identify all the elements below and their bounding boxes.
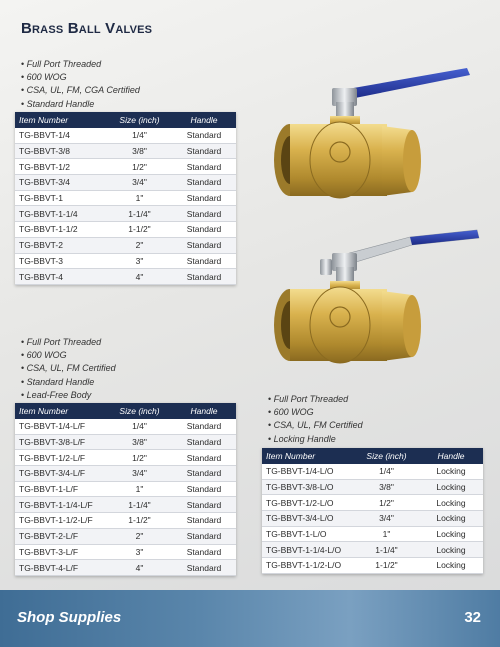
size-cell: 2": [107, 528, 172, 544]
feature-bullet: • Full Port Threaded: [268, 393, 363, 406]
locking-ball-valve-image: [262, 225, 487, 375]
size-cell: 1/2": [354, 495, 419, 511]
handle-cell: Locking: [419, 511, 483, 527]
spec-table-locking: [262, 448, 483, 574]
handle-cell: Standard: [172, 497, 236, 513]
handle-cell: Locking: [419, 558, 483, 574]
item-number-cell: TG-BBVT-2: [15, 237, 107, 253]
feature-bullet: • Standard Handle: [21, 98, 140, 111]
item-number-cell: TG-BBVT-1-1/4: [15, 206, 107, 222]
size-cell: 4": [107, 269, 172, 285]
column-header-size: Size (inch): [354, 448, 419, 464]
size-cell: 1-1/4": [354, 542, 419, 558]
item-number-cell: TG-BBVT-2-L/F: [15, 528, 107, 544]
feature-bullet: • Lead-Free Body: [21, 389, 116, 402]
feature-bullet: • Locking Handle: [268, 433, 363, 446]
table-row: [15, 481, 236, 497]
size-cell: 3/4": [107, 175, 172, 191]
size-cell: 3/4": [354, 511, 419, 527]
feature-bullet: • CSA, UL, FM Certified: [268, 419, 363, 432]
feature-bullet: • Standard Handle: [21, 376, 116, 389]
item-number-cell: TG-BBVT-1: [15, 190, 107, 206]
handle-cell: Standard: [172, 560, 236, 576]
table-row: [15, 513, 236, 529]
item-number-cell: TG-BBVT-1-1/2-L/F: [15, 513, 107, 529]
item-number-cell: TG-BBVT-4-L/F: [15, 560, 107, 576]
handle-cell: Locking: [419, 464, 483, 479]
size-cell: 3/4": [107, 466, 172, 482]
size-cell: 3/8": [107, 434, 172, 450]
table-row: [15, 159, 236, 175]
feature-list-lead-free: [21, 336, 116, 402]
size-cell: 1/4": [107, 128, 172, 143]
page-title: Brass Ball Valves: [21, 20, 153, 37]
handle-cell: Locking: [419, 495, 483, 511]
size-cell: 1/2": [107, 159, 172, 175]
handle-cell: Locking: [419, 526, 483, 542]
feature-list-locking: [268, 393, 363, 446]
handle-cell: Standard: [172, 419, 236, 434]
size-cell: 1": [107, 481, 172, 497]
handle-cell: Standard: [172, 143, 236, 159]
table-row: [15, 190, 236, 206]
item-number-cell: TG-BBVT-1-1/2: [15, 222, 107, 238]
item-number-cell: TG-BBVT-1/4-L/O: [262, 464, 354, 479]
feature-bullet: • CSA, UL, FM Certified: [21, 362, 116, 375]
table-row: [15, 544, 236, 560]
table-row: [15, 450, 236, 466]
handle-cell: Standard: [172, 269, 236, 285]
feature-bullet: • Full Port Threaded: [21, 58, 140, 71]
handle-cell: Standard: [172, 450, 236, 466]
table-row: [15, 222, 236, 238]
table-row: [262, 558, 483, 574]
item-number-cell: TG-BBVT-1/4: [15, 128, 107, 143]
feature-bullet: • Full Port Threaded: [21, 336, 116, 349]
size-cell: 3": [107, 544, 172, 560]
table-row: [15, 175, 236, 191]
table-row: [262, 479, 483, 495]
table-row: [15, 269, 236, 285]
table-row: [15, 253, 236, 269]
item-number-cell: TG-BBVT-3/8: [15, 143, 107, 159]
size-cell: 1/4": [354, 464, 419, 479]
page-number: 32: [464, 609, 481, 626]
spec-table-lead-free: [15, 403, 236, 576]
handle-cell: Standard: [172, 128, 236, 143]
table-row: [15, 128, 236, 143]
handle-cell: Standard: [172, 544, 236, 560]
feature-bullet: • 600 WOG: [268, 406, 363, 419]
handle-cell: Locking: [419, 479, 483, 495]
table-row: [15, 466, 236, 482]
item-number-cell: TG-BBVT-3/4-L/F: [15, 466, 107, 482]
table-row: [262, 464, 483, 479]
item-number-cell: TG-BBVT-3/8-L/O: [262, 479, 354, 495]
item-number-cell: TG-BBVT-1/2-L/O: [262, 495, 354, 511]
size-cell: 1/2": [107, 450, 172, 466]
feature-bullet: • CSA, UL, FM, CGA Certified: [21, 84, 140, 97]
table-row: [262, 495, 483, 511]
column-header-item-number: Item Number: [15, 112, 107, 128]
size-cell: 1-1/2": [107, 222, 172, 238]
item-number-cell: TG-BBVT-3/8-L/F: [15, 434, 107, 450]
size-cell: 1-1/4": [107, 497, 172, 513]
column-header-item-number: Item Number: [15, 403, 107, 419]
handle-cell: Standard: [172, 528, 236, 544]
column-header-handle: Handle: [172, 403, 236, 419]
item-number-cell: TG-BBVT-1-1/4-L/F: [15, 497, 107, 513]
size-cell: 3": [107, 253, 172, 269]
handle-cell: Standard: [172, 434, 236, 450]
item-number-cell: TG-BBVT-4: [15, 269, 107, 285]
handle-cell: Standard: [172, 190, 236, 206]
item-number-cell: TG-BBVT-3/4: [15, 175, 107, 191]
item-number-cell: TG-BBVT-1-L/O: [262, 526, 354, 542]
footer-bar: [0, 590, 500, 647]
item-number-cell: TG-BBVT-3: [15, 253, 107, 269]
table-row: [15, 419, 236, 434]
item-number-cell: TG-BBVT-1-1/4-L/O: [262, 542, 354, 558]
item-number-cell: TG-BBVT-1/4-L/F: [15, 419, 107, 434]
handle-cell: Standard: [172, 206, 236, 222]
feature-bullet: • 600 WOG: [21, 349, 116, 362]
table-row: [262, 526, 483, 542]
handle-cell: Standard: [172, 237, 236, 253]
handle-cell: Standard: [172, 159, 236, 175]
handle-cell: Standard: [172, 466, 236, 482]
item-number-cell: TG-BBVT-1-1/2-L/O: [262, 558, 354, 574]
table-row: [15, 206, 236, 222]
table-row: [15, 560, 236, 576]
size-cell: 2": [107, 237, 172, 253]
size-cell: 3/8": [107, 143, 172, 159]
column-header-handle: Handle: [172, 112, 236, 128]
table-row: [15, 497, 236, 513]
item-number-cell: TG-BBVT-3-L/F: [15, 544, 107, 560]
handle-cell: Locking: [419, 542, 483, 558]
footer-section-title: Shop Supplies: [17, 609, 122, 626]
size-cell: 1-1/2": [107, 513, 172, 529]
item-number-cell: TG-BBVT-1/2-L/F: [15, 450, 107, 466]
size-cell: 4": [107, 560, 172, 576]
size-cell: 3/8": [354, 479, 419, 495]
item-number-cell: TG-BBVT-3/4-L/O: [262, 511, 354, 527]
feature-list-standard: [21, 58, 140, 111]
column-header-handle: Handle: [419, 448, 483, 464]
column-header-size: Size (inch): [107, 112, 172, 128]
size-cell: 1/4": [107, 419, 172, 434]
size-cell: 1-1/2": [354, 558, 419, 574]
item-number-cell: TG-BBVT-1/2: [15, 159, 107, 175]
table-row: [262, 542, 483, 558]
table-row: [15, 143, 236, 159]
brass-ball-valve-image: [262, 60, 487, 210]
handle-cell: Standard: [172, 175, 236, 191]
table-row: [15, 434, 236, 450]
spec-table-standard: [15, 112, 236, 285]
table-row: [15, 237, 236, 253]
handle-cell: Standard: [172, 513, 236, 529]
handle-cell: Standard: [172, 222, 236, 238]
column-header-item-number: Item Number: [262, 448, 354, 464]
item-number-cell: TG-BBVT-1-L/F: [15, 481, 107, 497]
size-cell: 1-1/4": [107, 206, 172, 222]
column-header-size: Size (inch): [107, 403, 172, 419]
table-row: [15, 528, 236, 544]
handle-cell: Standard: [172, 253, 236, 269]
handle-cell: Standard: [172, 481, 236, 497]
size-cell: 1": [354, 526, 419, 542]
table-row: [262, 511, 483, 527]
feature-bullet: • 600 WOG: [21, 71, 140, 84]
size-cell: 1": [107, 190, 172, 206]
